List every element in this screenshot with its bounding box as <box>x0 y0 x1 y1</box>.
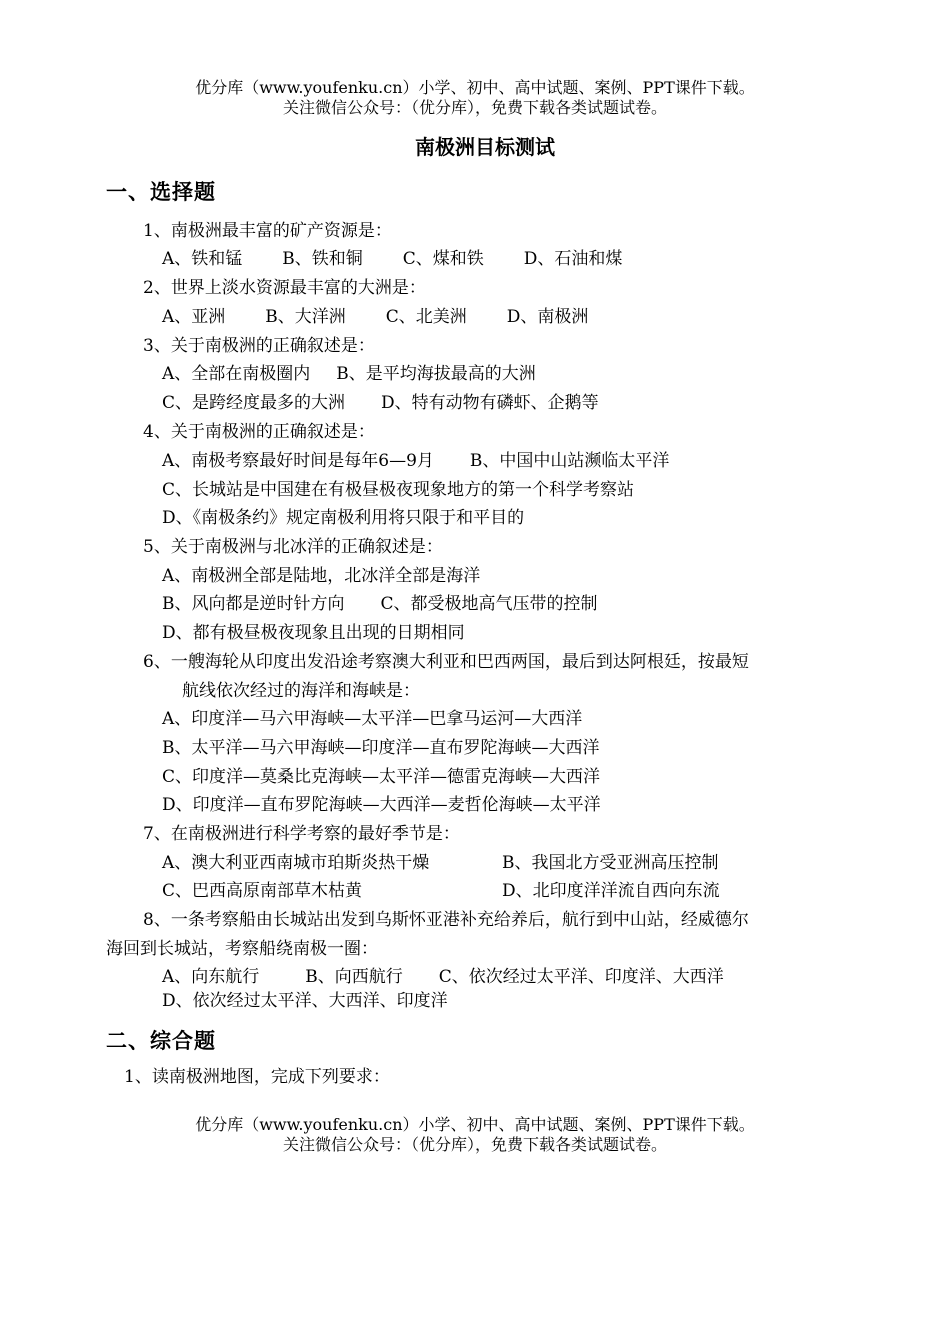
q8-option-d: D、依次经过太平洋、大西洋、印度洋 <box>162 991 448 1011</box>
q1-option-b: B、铁和铜 <box>282 249 363 269</box>
question-2-stem: 2、世界上淡水资源最丰富的大洲是： <box>143 278 426 298</box>
question-6-stem-line-2: 航线依次经过的海洋和海峡是： <box>182 681 420 701</box>
q5-option-b: B、风向都是逆时针方向 <box>162 594 345 614</box>
q4-option-a: A、南极考察最好时间是每年6—9月 <box>162 451 434 471</box>
section-2-question-1: 1、读南极洲地图，完成下列要求： <box>124 1067 390 1087</box>
q3-option-d: D、特有动物有磷虾、企鹅等 <box>381 393 599 413</box>
q6-option-d: D、印度洋—直布罗陀海峡—大西洋—麦哲伦海峡—太平洋 <box>162 795 601 815</box>
question-8-options-abc <box>162 966 724 988</box>
q7-option-a: A、澳大利亚西南城市珀斯炎热干燥 <box>162 853 430 873</box>
q6-option-b: B、太平洋—马六甲海峡—印度洋—直布罗陀海峡—大西洋 <box>162 738 600 758</box>
q1-option-d: D、石油和煤 <box>523 249 623 269</box>
question-7-options-ab <box>162 852 719 874</box>
q2-option-d: D、南极洲 <box>506 307 589 327</box>
header-line-1: 优分库（www.youfenku.cn）小学、初中、高中试题、案例、PPT课件下载。 <box>195 78 755 97</box>
q6-option-a: A、印度洋—马六甲海峡—太平洋—巴拿马运河—大西洋 <box>162 709 583 729</box>
q8-option-c: C、依次经过太平洋、印度洋、大西洋 <box>438 967 724 987</box>
section-1-heading: 一、选择题 <box>106 180 216 204</box>
header-line-2: 关注微信公众号：（优分库），免费下载各类试题试卷。 <box>282 98 667 117</box>
q2-option-c: C、北美洲 <box>385 307 467 327</box>
question-1-stem: 1、南极洲最丰富的矿产资源是： <box>143 221 392 241</box>
q2-option-a: A、亚洲 <box>162 307 226 327</box>
question-5-options-bc <box>162 593 598 615</box>
q2-option-b: B、大洋洲 <box>265 307 346 327</box>
q3-option-c: C、是跨经度最多的大洲 <box>162 393 346 413</box>
q8-option-b: B、向西航行 <box>305 967 403 987</box>
q7-option-c: C、巴西高原南部草木枯黄 <box>162 881 363 901</box>
q8-option-a: A、向东航行 <box>162 967 260 987</box>
footer-line-1: 优分库（www.youfenku.cn）小学、初中、高中试题、案例、PPT课件下载。 <box>195 1115 755 1134</box>
q6-option-c: C、印度洋—莫桑比克海峡—太平洋—德雷克海峡—大西洋 <box>162 767 601 787</box>
question-7-options-cd <box>162 880 720 902</box>
q5-option-c: C、都受极地高气压带的控制 <box>380 594 598 614</box>
question-8-stem-line-2: 海回到长城站，考察船绕南极一圈： <box>106 939 378 959</box>
q7-option-d: D、北印度洋洋流自西向东流 <box>502 881 720 901</box>
q3-option-b: B、是平均海拔最高的大洲 <box>336 364 536 384</box>
question-6-stem-line-1: 6、一艘海轮从印度出发沿途考察澳大利亚和巴西两国，最后到达阿根廷，按最短 <box>143 652 749 672</box>
question-3-stem: 3、关于南极洲的正确叙述是： <box>143 336 375 356</box>
footer-line-2: 关注微信公众号：（优分库），免费下载各类试题试卷。 <box>282 1135 667 1154</box>
section-2-heading: 二、综合题 <box>106 1029 216 1053</box>
q4-option-d: D、《南极条约》规定南极利用将只限于和平目的 <box>162 508 525 528</box>
q4-option-b: B、中国中山站濒临太平洋 <box>469 451 670 471</box>
q4-option-c: C、长城站是中国建在有极昼极夜现象地方的第一个科学考察站 <box>162 480 635 500</box>
q5-option-a: A、南极洲全部是陆地，北冰洋全部是海洋 <box>162 566 481 586</box>
q7-option-b: B、我国北方受亚洲高压控制 <box>502 853 719 873</box>
question-3-options-ab <box>162 363 536 385</box>
question-1-options <box>162 248 622 270</box>
question-5-stem: 5、关于南极洲与北冰洋的正确叙述是： <box>143 537 443 557</box>
q3-option-a: A、全部在南极圈内 <box>162 364 311 384</box>
question-3-options-cd <box>162 392 599 414</box>
question-4-options-ab <box>162 450 669 472</box>
q5-option-d: D、都有极昼极夜现象且出现的日期相同 <box>162 623 465 643</box>
question-4-stem: 4、关于南极洲的正确叙述是： <box>143 422 375 442</box>
page-title: 南极洲目标测试 <box>415 135 555 159</box>
question-8-stem-line-1: 8、一条考察船由长城站出发到乌斯怀亚港补充给养后，航行到中山站，经威德尔 <box>143 910 749 930</box>
q1-option-c: C、煤和铁 <box>402 249 484 269</box>
question-2-options <box>162 306 588 328</box>
q1-option-a: A、铁和锰 <box>162 249 243 269</box>
question-7-stem: 7、在南极洲进行科学考察的最好季节是： <box>143 824 460 844</box>
